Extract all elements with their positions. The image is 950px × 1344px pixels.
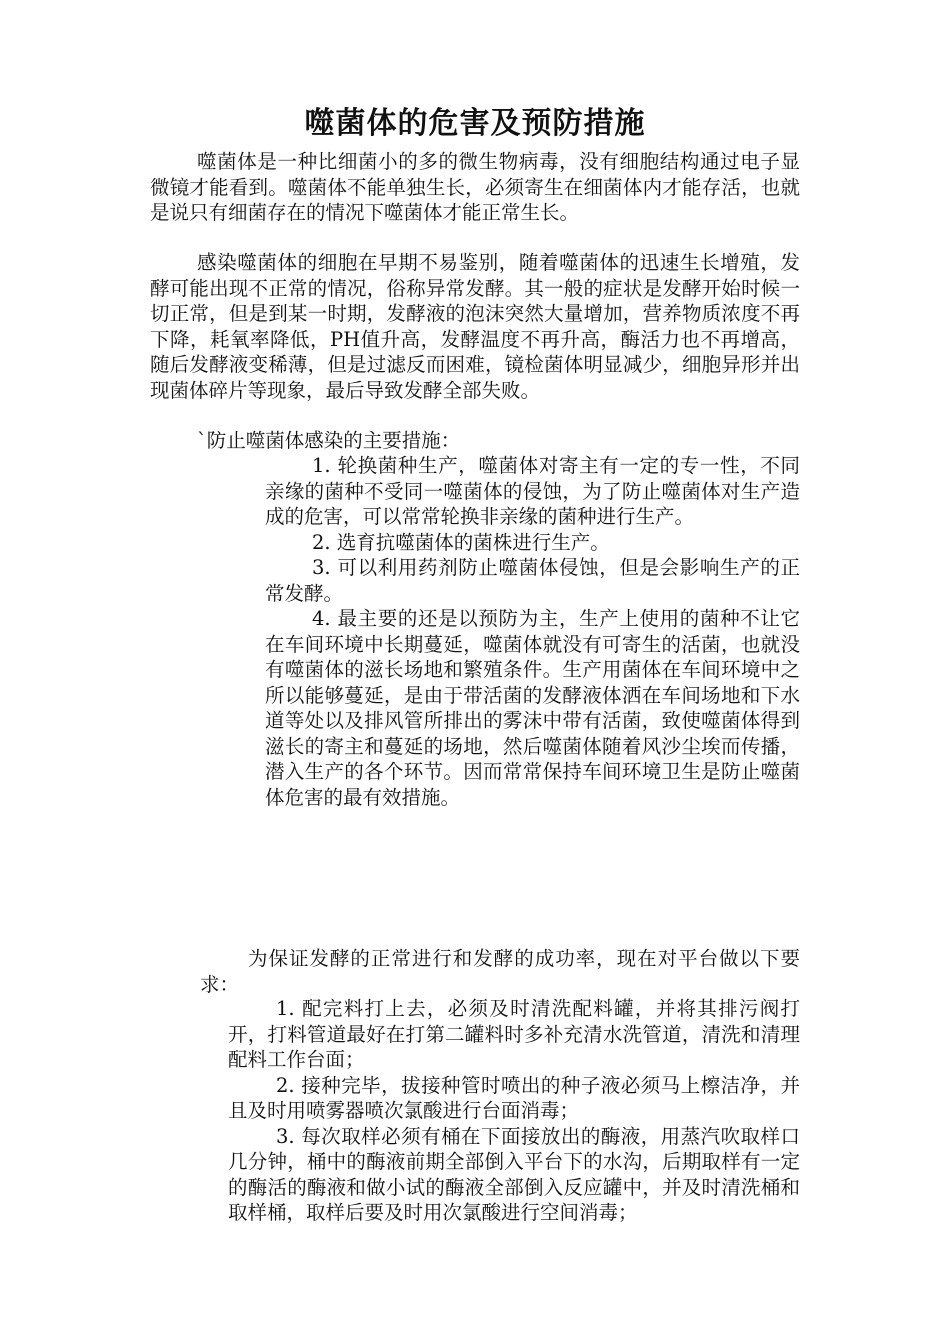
requirements-list <box>228 996 800 1226</box>
list-item: 2. 选育抗噬菌体的菌株进行生产。 <box>312 530 610 554</box>
list-item: 3. 可以利用药剂防止噬菌体侵蚀，但是会影响生产的正常发酵。 <box>265 556 800 605</box>
document-title: 噬菌体的危害及预防措施 <box>304 106 646 141</box>
list-item: 2. 接种完毕，拔接种管时喷出的种子液必须马上檫洁净，并且及时用喷雾器喷次氯酸进行台面消毒； <box>228 1073 800 1122</box>
list-item: 4. 最主要的还是以预防为主，生产上使用的菌种不让它在车间环境中长期蔓延，噬菌体就没有可寄生的活菌，也就没有噬菌体的滋长场地和繁殖条件。生产用菌体在车间环境中之所以能够蔓延，是由于带活菌的发酵液体洒在车间场地和下水道等处以及排风管所排出的雾沫中带有活菌，致使噬菌体得到滋长的寄主和蔓延的场地，然后噬菌体随着风沙尘埃而传播，潜入生产的各个环节。因而常常保持车间环境卫生是防止噬菌体危害的最有效措施。 <box>265 607 800 809</box>
symptoms-paragraph: 感染噬菌体的细胞在早期不易鉴别，随着噬菌体的迅速生长增殖，发酵可能出现不正常的情况，俗称异常发酵。其一般的症状是发酵开始时候一切正常，但是到某一时期，发酵液的泡沫突然大量增加，营养物质浓度不再下降，耗氧率降低，PH值升高，发酵温度不再升高，酶活力也不再增高，随后发酵液变稀薄，但是过滤反而困难，镜检菌体明显减少，细胞异形并出现菌体碎片等现象，最后导致发酵全部失败。 <box>150 251 800 402</box>
list-item: 1. 配完料打上去，必须及时清洗配料罐，并将其排污阀打开，打料管道最好在打第二罐料时多补充清水洗管道，清洗和清理配料工作台面； <box>228 997 800 1071</box>
measures-heading: `防止噬菌体感染的主要措施： <box>197 429 461 452</box>
measures-list <box>265 453 800 810</box>
requirements-intro: 为保证发酵的正常进行和发酵的成功率，现在对平台做以下要求： <box>200 947 800 996</box>
intro-paragraph: 噬菌体是一种比细菌小的多的微生物病毒，没有细胞结构通过电子显微镜才能看到。噬菌体不能单独生长，必须寄生在细菌体内才能存活，也就是说只有细菌存在的情况下噬菌体才能正常生长。 <box>150 150 800 224</box>
list-item: 3. 每次取样必须有桶在下面接放出的酶液，用蒸汽吹取样口几分钟，桶中的酶液前期全部倒入平台下的水沟，后期取样有一定的酶活的酶液和做小试的酶液全部倒入反应罐中，并及时清洗桶和取样桶，取样后要及时用次氯酸进行空间消毒； <box>228 1124 800 1224</box>
list-item: 1. 轮换菌种生产，噬菌体对寄主有一定的专一性，不同亲缘的菌种不受同一噬菌体的侵蚀，为了防止噬菌体对生产造成的危害，可以常常轮换非亲缘的菌种进行生产。 <box>265 454 800 528</box>
